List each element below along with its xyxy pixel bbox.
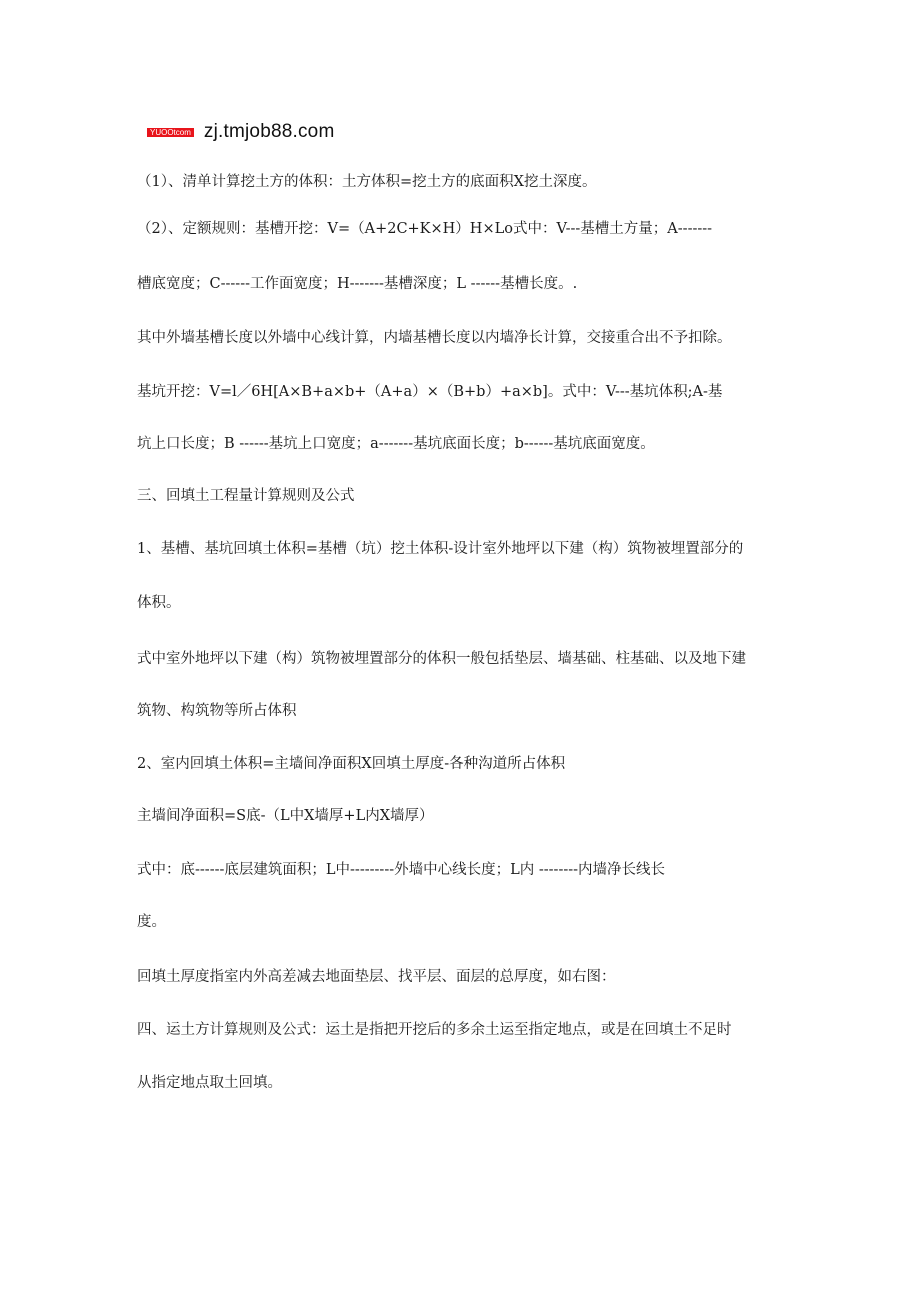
section-heading-4: 四、运土方计算规则及公式：运土是指把开挖后的多余土运至指定地点，或是在回填土不足时	[137, 1022, 732, 1038]
section-heading-3: 三、回填土工程量计算规则及公式	[137, 488, 355, 504]
text-line-11: 筑物、构筑物等所占体积	[137, 703, 297, 719]
text-line-3: 槽底宽度；C------工作面宽度；H-------基槽深度；L ------基槽长度。.	[137, 276, 578, 292]
site-url[interactable]: zj.tmjob88.com	[203, 121, 335, 142]
text-line-1: （1）、清单计算挖土方的体积：土方体积=挖土方的底面积X挖土深度。	[137, 174, 597, 190]
text-line-18: 从指定地点取土回填。	[137, 1075, 282, 1091]
header	[147, 121, 334, 143]
text-line-8: 1、基槽、基坑回填土体积=基槽（坑）挖土体积-设计室外地坪以下建（构）筑物被埋置部分的	[137, 541, 744, 557]
text-line-12: 2、室内回填土体积=主墙间净面积X回填土厚度-各种沟道所占体积	[137, 756, 566, 772]
text-line-5: 基坑开挖：V=l／6H[A×B+a×b+（A+a）×（B+b）+a×b]。式中：V---基坑体积;A-基	[137, 384, 723, 400]
text-line-14: 式中：底------底层建筑面积；L中---------外墙中心线长度；L内 --------内墙净长线长	[137, 862, 666, 878]
text-line-16: 回填土厚度指室内外高差减去地面垫层、找平层、面层的总厚度，如右图：	[137, 969, 616, 985]
site-logo: YUOOtcom	[147, 128, 194, 137]
text-line-15: 度。	[137, 914, 166, 930]
text-line-10: 式中室外地坪以下建（构）筑物被埋置部分的体积一般包括垫层、墙基础、柱基础、以及地下建	[137, 651, 746, 667]
text-line-6: 坑上口长度；B ------基坑上口宽度；a-------基坑底面长度；b------基坑底面宽度。	[137, 436, 655, 452]
text-line-4: 其中外墙基槽长度以外墙中心线计算，内墙基槽长度以内墙净长计算，交接重合出不予扣除。	[137, 330, 732, 346]
text-line-2: （2）、定额规则：基槽开挖：V=（A+2C+K×H）H×Lo式中：V---基槽土方量；A-------	[137, 221, 713, 237]
text-line-9: 体积。	[137, 595, 181, 611]
text-line-13: 主墙间净面积=S底-（L中X墙厚+L内X墙厚）	[137, 808, 434, 824]
